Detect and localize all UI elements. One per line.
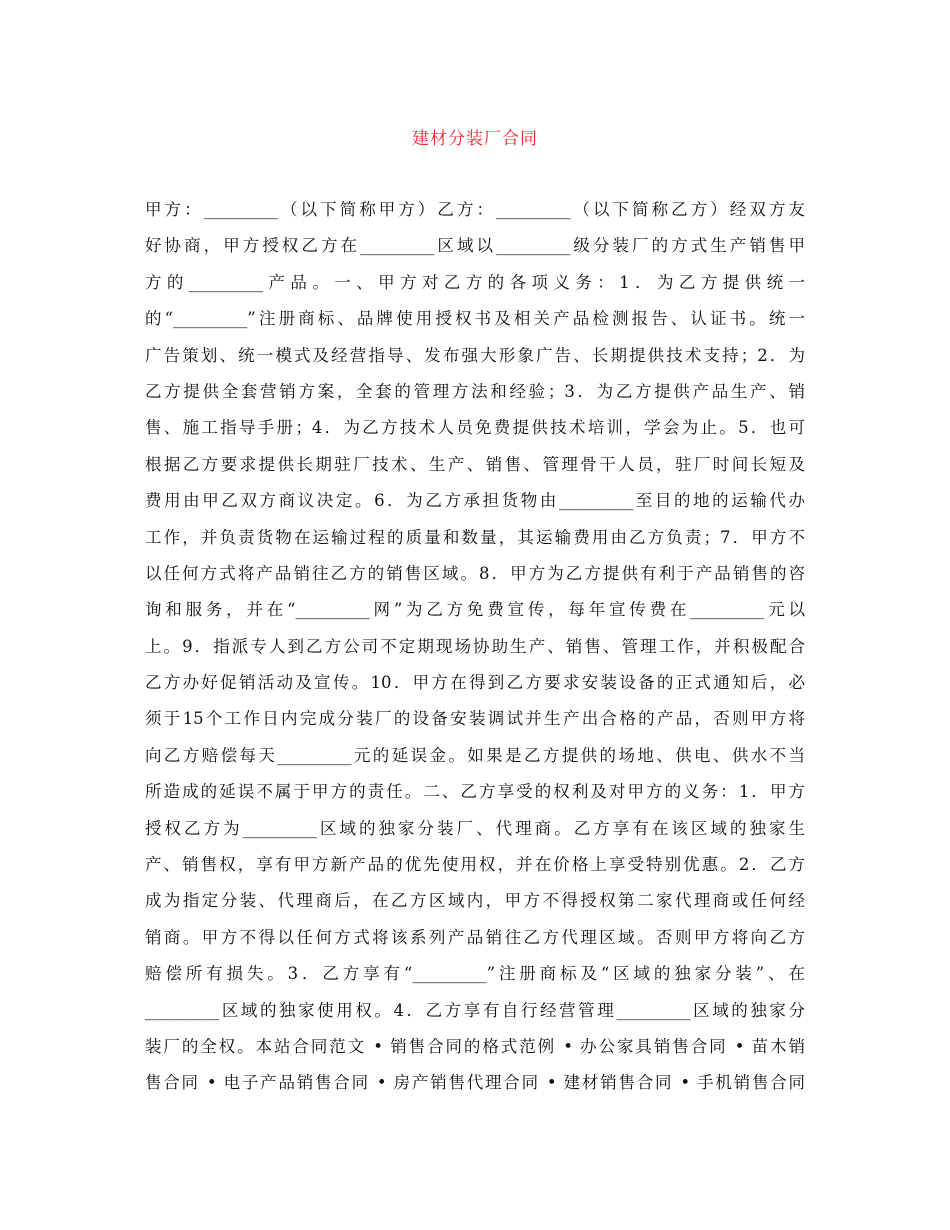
- body-line-7: 售、施工指导手册；4．为乙方技术人员免费提供技术培训，学会为止。5．也可: [145, 418, 805, 438]
- body-line-4: 的“_________”注册商标、品牌使用授权书及相关产品检测报告、认证书。统一: [145, 309, 805, 329]
- body-line-17: 所造成的延误不属于甲方的责任。二、乙方享受的权利及对甲方的义务：1．甲方: [145, 782, 805, 802]
- body-line-18: 授权乙方为_________区域的独家分装厂、代理商。乙方享有在该区域的独家生: [145, 818, 805, 838]
- body-line-15: 须于15个工作日内完成分装厂的设备安装调试并生产出合格的产品，否则甲方将: [145, 709, 805, 729]
- body-line-14: 乙方办好促销活动及宣传。10．甲方在得到乙方要求安装设备的正式通知后，必: [145, 673, 805, 693]
- body-line-10: 工作，并负责货物在运输过程的质量和数量，其运输费用由乙方负责；7．甲方不: [145, 527, 805, 547]
- body-line-2: 好协商，甲方授权乙方在_________区域以_________级分装厂的方式生产销售甲: [145, 236, 805, 256]
- body-line-20: 成为指定分装、代理商后，在乙方区域内，甲方不得授权第二家代理商或任何经: [145, 891, 805, 911]
- body-line-1: 甲方：_________（以下简称甲方）乙方：_________（以下简称乙方）经双方友: [145, 200, 805, 219]
- body-line-12: 询和服务，并在“_________网”为乙方免费宣传，每年宣传费在_________元以: [145, 600, 805, 620]
- body-line-6: 乙方提供全套营销方案，全套的管理方法和经验；3．为乙方提供产品生产、销: [145, 381, 805, 401]
- body-line-5: 广告策划、统一模式及经营指导、发布强大形象广告、长期提供技术支持；2．为: [145, 345, 805, 365]
- body-line-24: 装厂的全权。本站合同范文 • 销售合同的格式范例 • 办公家具销售合同 • 苗木销: [145, 1036, 805, 1056]
- body-line-22: 赔偿所有损失。3．乙方享有“_________”注册商标及“区域的独家分装”、在: [145, 964, 805, 984]
- body-line-16: 向乙方赔偿每天_________元的延误金。如果是乙方提供的场地、供电、供水不当: [145, 745, 805, 765]
- body-line-25: 售合同 • 电子产品销售合同 • 房产销售代理合同 • 建材销售合同 • 手机销售合同: [145, 1073, 805, 1093]
- body-line-11: 以任何方式将产品销往乙方的销售区域。8．甲方为乙方提供有利于产品销售的咨: [145, 563, 805, 583]
- body-line-8: 根据乙方要求提供长期驻厂技术、生产、销售、管理骨干人员，驻厂时间长短及: [145, 454, 805, 474]
- body-line-3: 方的_________产品。一、甲方对乙方的各项义务：1．为乙方提供统一: [145, 272, 805, 292]
- document-body: [145, 192, 805, 1102]
- body-line-23: _________区域的独家使用权。4．乙方享有自行经营管理_________区域的独家分: [145, 1000, 805, 1020]
- document-title: 建材分装厂合同: [412, 129, 538, 149]
- body-line-21: 销商。甲方不得以任何方式将该系列产品销往乙方代理区域。否则甲方将向乙方: [145, 927, 805, 947]
- body-line-19: 产、销售权，享有甲方新产品的优先使用权，并在价格上享受特别优惠。2．乙方: [145, 855, 805, 875]
- body-line-9: 费用由甲乙双方商议决定。6．为乙方承担货物由_________至目的地的运输代办: [145, 491, 805, 511]
- body-line-13: 上。9．指派专人到乙方公司不定期现场协助生产、销售、管理工作，并积极配合: [145, 636, 805, 656]
